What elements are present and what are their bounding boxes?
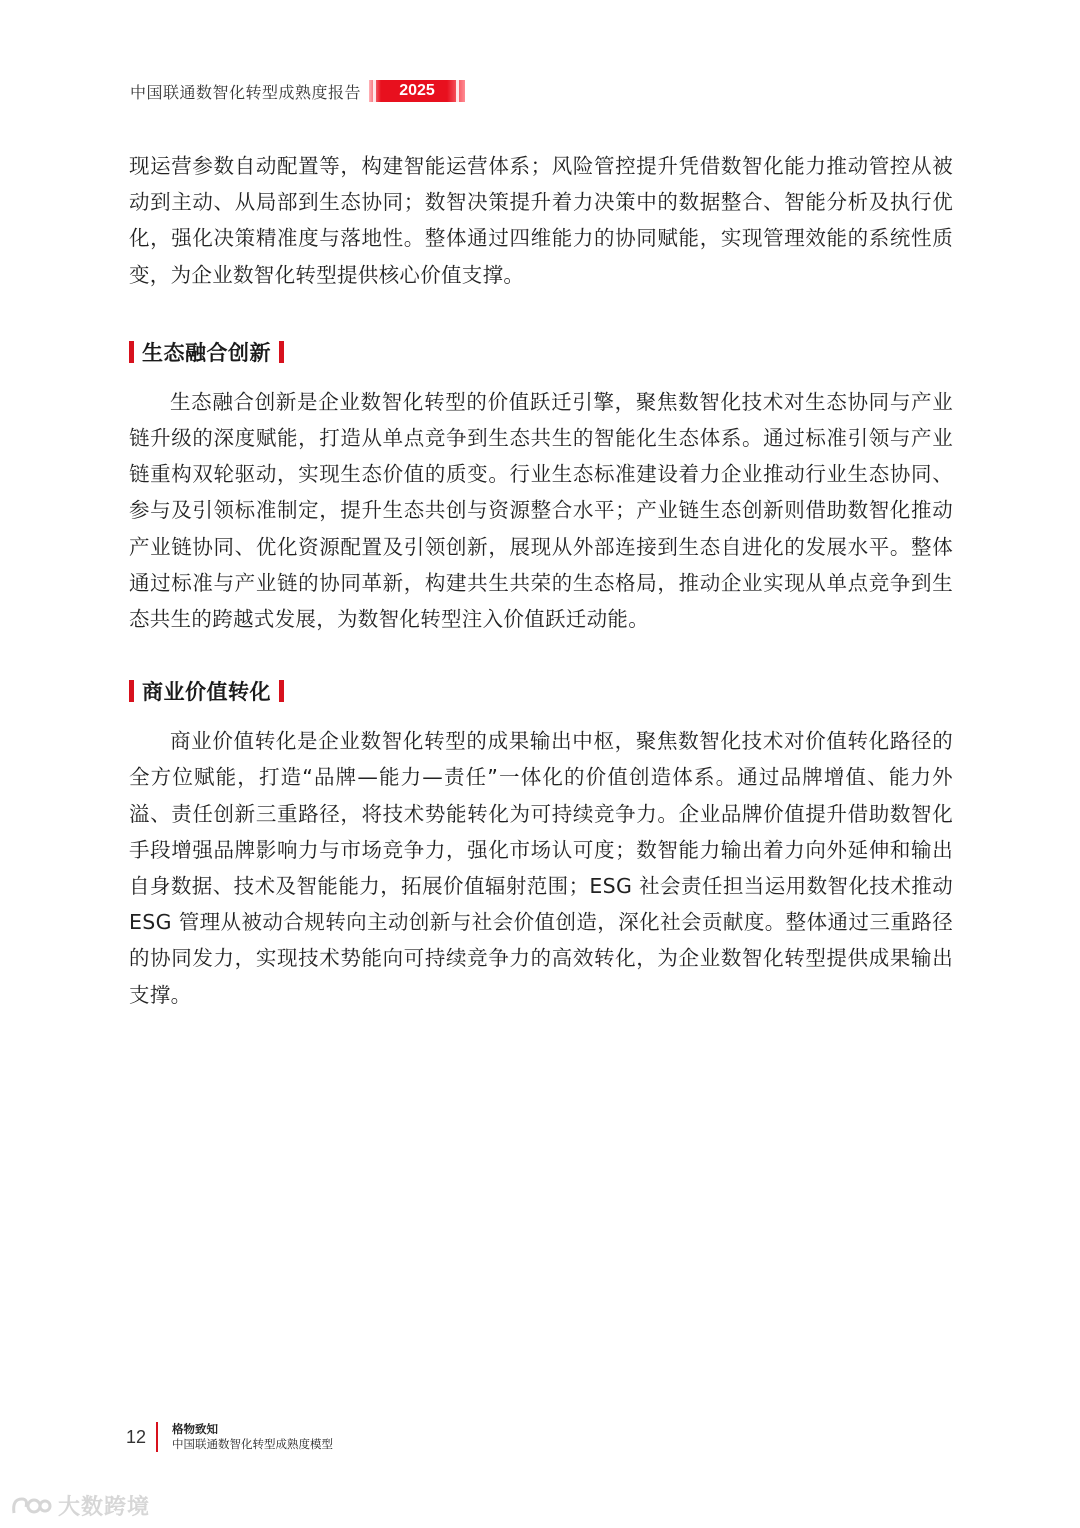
footer-text — [172, 1422, 333, 1452]
section-heading-business-value — [129, 676, 953, 706]
footer-motto: 格物致知 — [172, 1422, 219, 1436]
page-number: 12 — [126, 1426, 147, 1447]
section-title: 商业价值转化 — [142, 680, 271, 705]
section-heading-ecosystem — [129, 337, 953, 367]
watermark-text: 大数跨境 — [58, 1495, 151, 1520]
page-header — [130, 78, 465, 104]
intro-paragraph: 现运营参数自动配置等，构建智能运营体系；风险管控提升凭借数智化能力推动管控从被动到主动、从局部到生态协同；数智决策提升着力决策中的数据整合、智能分析及执行优化，强化决策精准度与落地性。整体通过四维能力的协同赋能，实现管理效能的系统性质变，为企业数智化转型提供核心价值支撑。 — [129, 154, 953, 287]
report-title: 中国联通数智化转型成熟度报告 — [130, 82, 362, 102]
main-content — [129, 148, 953, 1013]
section-body-ecosystem: 生态融合创新是企业数智化转型的价值跃迁引擎，聚焦数智化技术对生态协同与产业链升级的深度赋能，打造从单点竞争到生态共生的智能化生态体系。通过标准引领与产业链重构双轮驱动，实现生态价值的质变。行业生态标准建设着力企业推动行业生态协同、参与及引领标准制定，提升生态共创与资源整合水平；产业链生态创新则借助数智化推动产业链协同、优化资源配置及引领创新，展现从外部连接到生态自进化的发展水平。整体通过标准与产业链的协同革新，构建共生共荣的生态格局，推动企业实现从单点竞争到生态共生的跨越式发展，为数智化转型注入价值跃迁动能。 — [129, 389, 953, 632]
footer-subtitle: 中国联通数智化转型成熟度模型 — [172, 1437, 334, 1451]
year-badge: 2025 — [369, 80, 465, 102]
section-title: 生态融合创新 — [142, 340, 271, 365]
heading-right-bar — [279, 341, 284, 363]
section-body-business-value: 商业价值转化是企业数智化转型的成果输出中枢，聚焦数智化技术对价值转化路径的全方位赋能，打造“品牌—能力—责任”一体化的价值创造体系。通过品牌增值、能力外溢、责任创新三重路径，将技术势能转化为可持续竞争力。企业品牌价值提升借助数智化手段增强品牌影响力与市场竞争力，强化市场认可度；数智能力输出着力向外延伸和输出自身数据、技术及智能能力，拓展价值辐射范围；ESG 社会责任担当运用数智化技术推动 ESG 管理从被动合规转向主动创新与社会价值创造，深化社会贡献度。整体通过三重路径的协同发力，实现技术势能向可持续竞争力的高效转化，为企业数智化转型提供成果输出支撑。 — [129, 729, 953, 1007]
heading-left-bar — [129, 341, 134, 363]
watermark — [10, 1490, 150, 1521]
heading-right-bar — [279, 680, 284, 702]
heading-left-bar — [129, 680, 134, 702]
footer-divider — [156, 1422, 158, 1452]
page-footer — [126, 1422, 333, 1452]
watermark-logo-icon — [10, 1493, 52, 1519]
